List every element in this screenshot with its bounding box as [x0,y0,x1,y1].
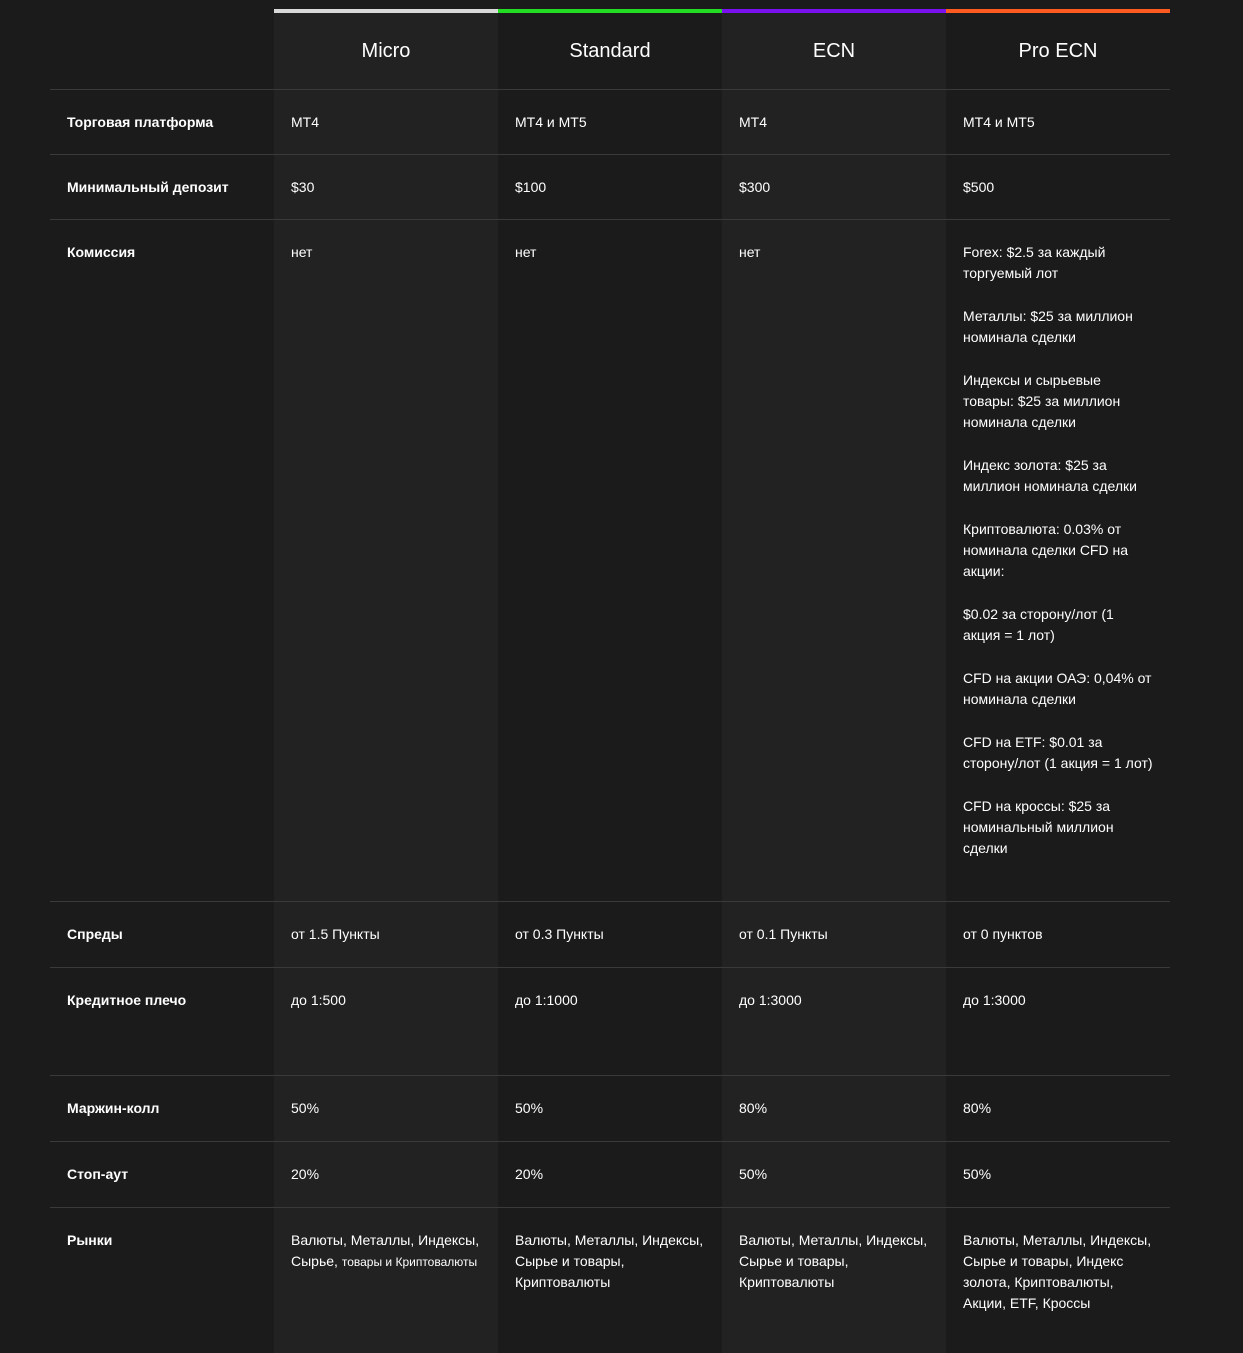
commission-item: CFD на кроссы: $25 за номинальный миллион сделки [963,798,1114,856]
account-name-micro: Micro [361,40,411,62]
cell-micro: 50% [291,1100,320,1116]
cell-micro: $30 [291,179,315,195]
row-label: Спреды [67,926,123,942]
row-label: Маржин-колл [67,1100,160,1116]
row-label: Комиссия [67,244,136,260]
row-label: Торговая платформа [67,114,214,130]
cell-ecn: 50% [739,1166,768,1182]
row-commission [50,219,1170,901]
markets-text-small: товары и Криптовалюты [341,1255,478,1269]
cell-ecn: MT4 [739,114,767,130]
cell-micro: 20% [291,1166,320,1182]
cell-micro: нет [291,244,313,260]
cell-standard: до 1:1000 [515,992,578,1008]
row-spreads [50,901,1170,967]
commission-item: Индекс золота: $25 за миллион номинала сделки [963,457,1137,494]
cell-ecn: Валюты, Металлы, Индексы, Сырье и товары, Криптовалюты [739,1232,928,1290]
header-empty-cell [50,9,274,89]
markets-text: Валюты, Металлы, Индексы, Сырье, [291,1232,480,1269]
row-label: Рынки [67,1232,113,1248]
row-stop-out [50,1141,1170,1207]
row-leverage [50,967,1170,1075]
commission-item: Индексы и сырьевые товары: $25 за миллион номинала сделки [963,372,1121,430]
row-min-deposit [50,154,1170,219]
cell-ecn: до 1:3000 [739,992,802,1008]
cell-ecn: $300 [739,179,771,195]
row-label: Кредитное плечо [67,992,187,1008]
account-name-ecn: ECN [812,40,856,62]
header-row [50,9,1170,89]
commission-item: Forex: $2.5 за каждый торгуемый лот [963,244,1106,281]
header-ecn [722,9,946,89]
cell-pro-ecn [946,242,1170,901]
cell-pro-ecn: 80% [963,1100,992,1116]
commission-item: Металлы: $25 за миллион номинала сделки [963,308,1133,345]
cell-pro-ecn: 50% [963,1166,992,1182]
accent-bar-ecn [722,9,946,13]
row-platform [50,89,1170,154]
cell-standard: Валюты, Металлы, Индексы, Сырье и товары, Криптовалюты [515,1232,704,1290]
header-standard [498,9,722,89]
commission-item: CFD на ETF: $0.01 за сторону/лот (1 акция = 1 лот) [963,734,1153,771]
cell-micro: до 1:500 [291,992,346,1008]
cell-standard: 20% [515,1166,544,1182]
cell-ecn: от 0.1 Пункты [739,926,828,942]
accent-bar-micro [274,9,498,13]
cell-standard: нет [515,244,537,260]
cell-micro: MT4 [291,114,319,130]
account-name-standard: Standard [569,40,651,62]
header-pro-ecn [946,9,1170,89]
cell-standard: $100 [515,179,547,195]
commission-item: CFD на акции ОАЭ: 0,04% от номинала сделки [963,670,1152,707]
commission-item: Криптовалюта: 0.03% от номинала сделки CFD на акции: [963,521,1128,579]
cell-pro-ecn: от 0 пунктов [963,926,1043,942]
row-label: Стоп-аут [67,1166,129,1182]
accent-bar-standard [498,9,722,13]
cell-micro: от 1.5 Пункты [291,926,380,942]
account-name-pro-ecn: Pro ECN [1018,40,1098,62]
cell-pro-ecn: MT4 и MT5 [963,114,1035,130]
row-markets [50,1207,1170,1352]
accent-bar-pro-ecn [946,9,1170,13]
cell-ecn: 80% [739,1100,768,1116]
cell-pro-ecn: Валюты, Металлы, Индексы, Сырье и товары, Индекс золота, Криптовалюты, Акции, ETF, Кроссы [963,1232,1152,1311]
cell-standard: MT4 и MT5 [515,114,587,130]
cell-micro [274,1230,498,1352]
cell-standard: 50% [515,1100,544,1116]
cell-standard: от 0.3 Пункты [515,926,604,942]
row-label: Минимальный депозит [67,179,229,195]
header-micro [274,9,498,89]
cell-pro-ecn: $500 [963,179,995,195]
cell-pro-ecn: до 1:3000 [963,992,1026,1008]
account-comparison-table [50,9,1170,1352]
row-margin-call [50,1075,1170,1141]
commission-item: $0.02 за сторону/лот (1 акция = 1 лот) [963,606,1114,643]
cell-ecn: нет [739,244,761,260]
